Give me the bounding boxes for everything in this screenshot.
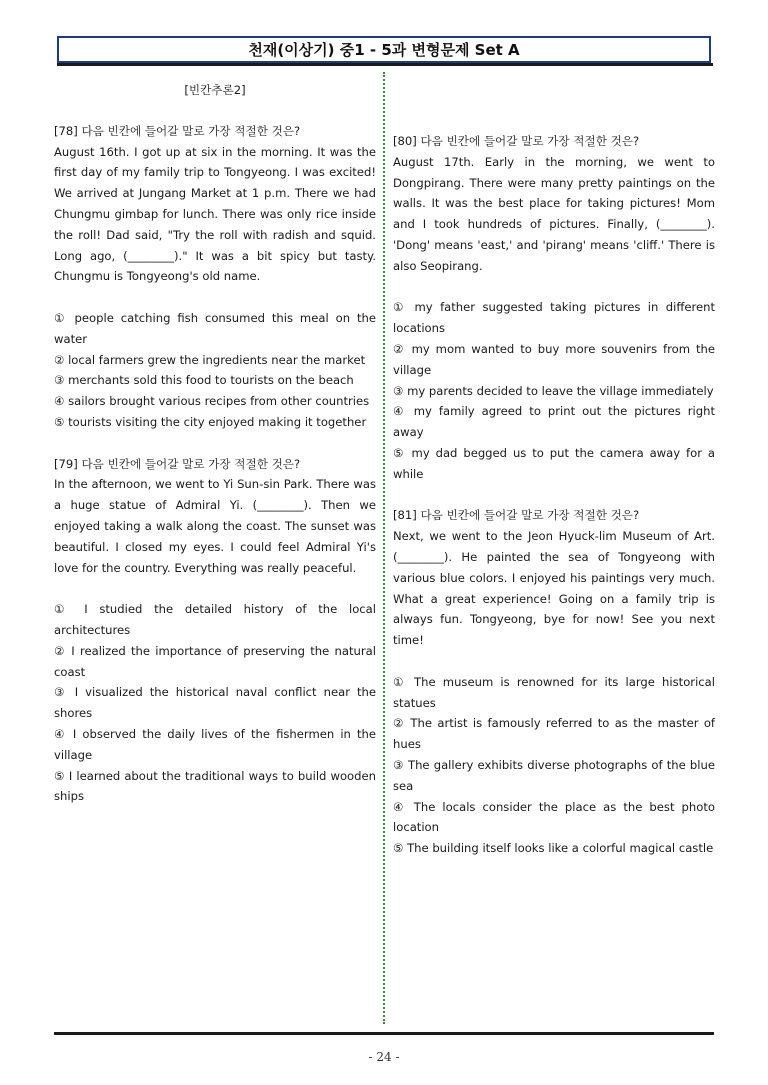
column-divider — [383, 72, 385, 1024]
answer-option[interactable]: ④ my family agreed to print out the pictures right away — [393, 404, 715, 440]
page-number: - 24 - — [368, 1050, 400, 1064]
answer-option[interactable]: ③ I visualized the historical naval conflict near the shores — [54, 685, 376, 721]
section-label: [빈칸추론2] — [184, 83, 246, 97]
question-81 — [393, 505, 715, 859]
answer-option[interactable]: ① I studied the detailed history of the local architectures — [54, 602, 376, 637]
footer-rule — [54, 1032, 714, 1035]
question-passage: August 16th. I got up at six in the morning. It was the first day of my family trip to Tongyeong. I was excited! We arrived at Jungang Market at 1 p.m. There we had Chungmu gimbap for lunch. There was only rice inside the roll! Dad said, "Try the roll with radish and squid. Long ago, (________)." It was a bit spicy but tasty. Chungmu is Tongyeong's old name. — [54, 144, 376, 284]
question-title: [80] 다음 빈칸에 들어갈 말로 가장 적절한 것은? — [393, 134, 640, 148]
answer-option[interactable]: ⑤ I learned about the traditional ways to build wooden ships — [54, 768, 376, 804]
question-passage: In the afternoon, we went to Yi Sun-sin Park. There was a huge statue of Admiral Yi. (________). Then we enjoyed taking a walk along the coast. The sunset was beautiful. I closed my eyes. I could feel Admiral Yi's love for the country. Everything was really peaceful. — [54, 477, 376, 575]
answer-option[interactable]: ② local farmers grew the ingredients near the market — [54, 352, 366, 367]
answer-option[interactable]: ④ The locals consider the place as the best photo location — [393, 799, 715, 835]
answer-option[interactable]: ④ I observed the daily lives of the fishermen in the village — [54, 726, 376, 762]
left-column — [54, 80, 376, 807]
answer-option[interactable]: ⑤ tourists visiting the city enjoyed making it together — [54, 414, 367, 429]
question-passage: August 17th. Early in the morning, we went to Dongpirang. There were many pretty paintings on the walls. It was the best place for taking pictures! Mom and I took hundreds of pictures. Finally, (________). 'Dong' means 'east,' and 'pirang' means 'cliff.' There is also Seopirang. — [393, 154, 715, 273]
question-79 — [54, 454, 376, 808]
answer-option[interactable]: ② I realized the importance of preserving the natural coast — [54, 643, 376, 679]
answer-option[interactable]: ② my mom wanted to buy more souvenirs from the village — [393, 341, 715, 377]
question-title: [78] 다음 빈칸에 들어갈 말로 가장 적절한 것은? — [54, 123, 301, 138]
question-title: [79] 다음 빈칸에 들어갈 말로 가장 적절한 것은? — [54, 456, 301, 471]
answer-option[interactable]: ⑤ The building itself looks like a colorful magical castle — [393, 841, 714, 856]
right-column — [393, 131, 715, 859]
header-rule — [57, 63, 713, 66]
question-passage: Next, we went to the Jeon Hyuck-lim Museum of Art. (________). He painted the sea of Tongyeong with various blue colors. I enjoyed his paintings very much. What a great experience! Going on a family trip is always fun. Tongyeong, bye for now! See you next time! — [393, 529, 715, 648]
page-title: 천재(이상기) 중1 - 5과 변형문제 Set A — [57, 36, 711, 63]
question-80 — [393, 131, 715, 485]
answer-option[interactable]: ① The museum is renowned for its large historical statues — [393, 674, 715, 710]
answer-option[interactable]: ③ merchants sold this food to tourists on the beach — [54, 373, 354, 388]
answer-option[interactable]: ④ sailors brought various recipes from other countries — [54, 394, 370, 409]
answer-option[interactable]: ⑤ my dad begged us to put the camera away for a while — [393, 445, 715, 481]
question-78 — [54, 121, 376, 433]
answer-option[interactable]: ① my father suggested taking pictures in different locations — [393, 300, 715, 336]
answer-option[interactable]: ② The artist is famously referred to as the master of hues — [393, 716, 715, 752]
question-title: [81] 다음 빈칸에 들어갈 말로 가장 적절한 것은? — [393, 508, 640, 523]
answer-option[interactable]: ③ The gallery exhibits diverse photographs of the blue sea — [393, 757, 715, 793]
answer-option[interactable]: ① people catching fish consumed this meal on the water — [54, 310, 376, 346]
answer-option[interactable]: ③ my parents decided to leave the village immediately — [393, 383, 714, 398]
